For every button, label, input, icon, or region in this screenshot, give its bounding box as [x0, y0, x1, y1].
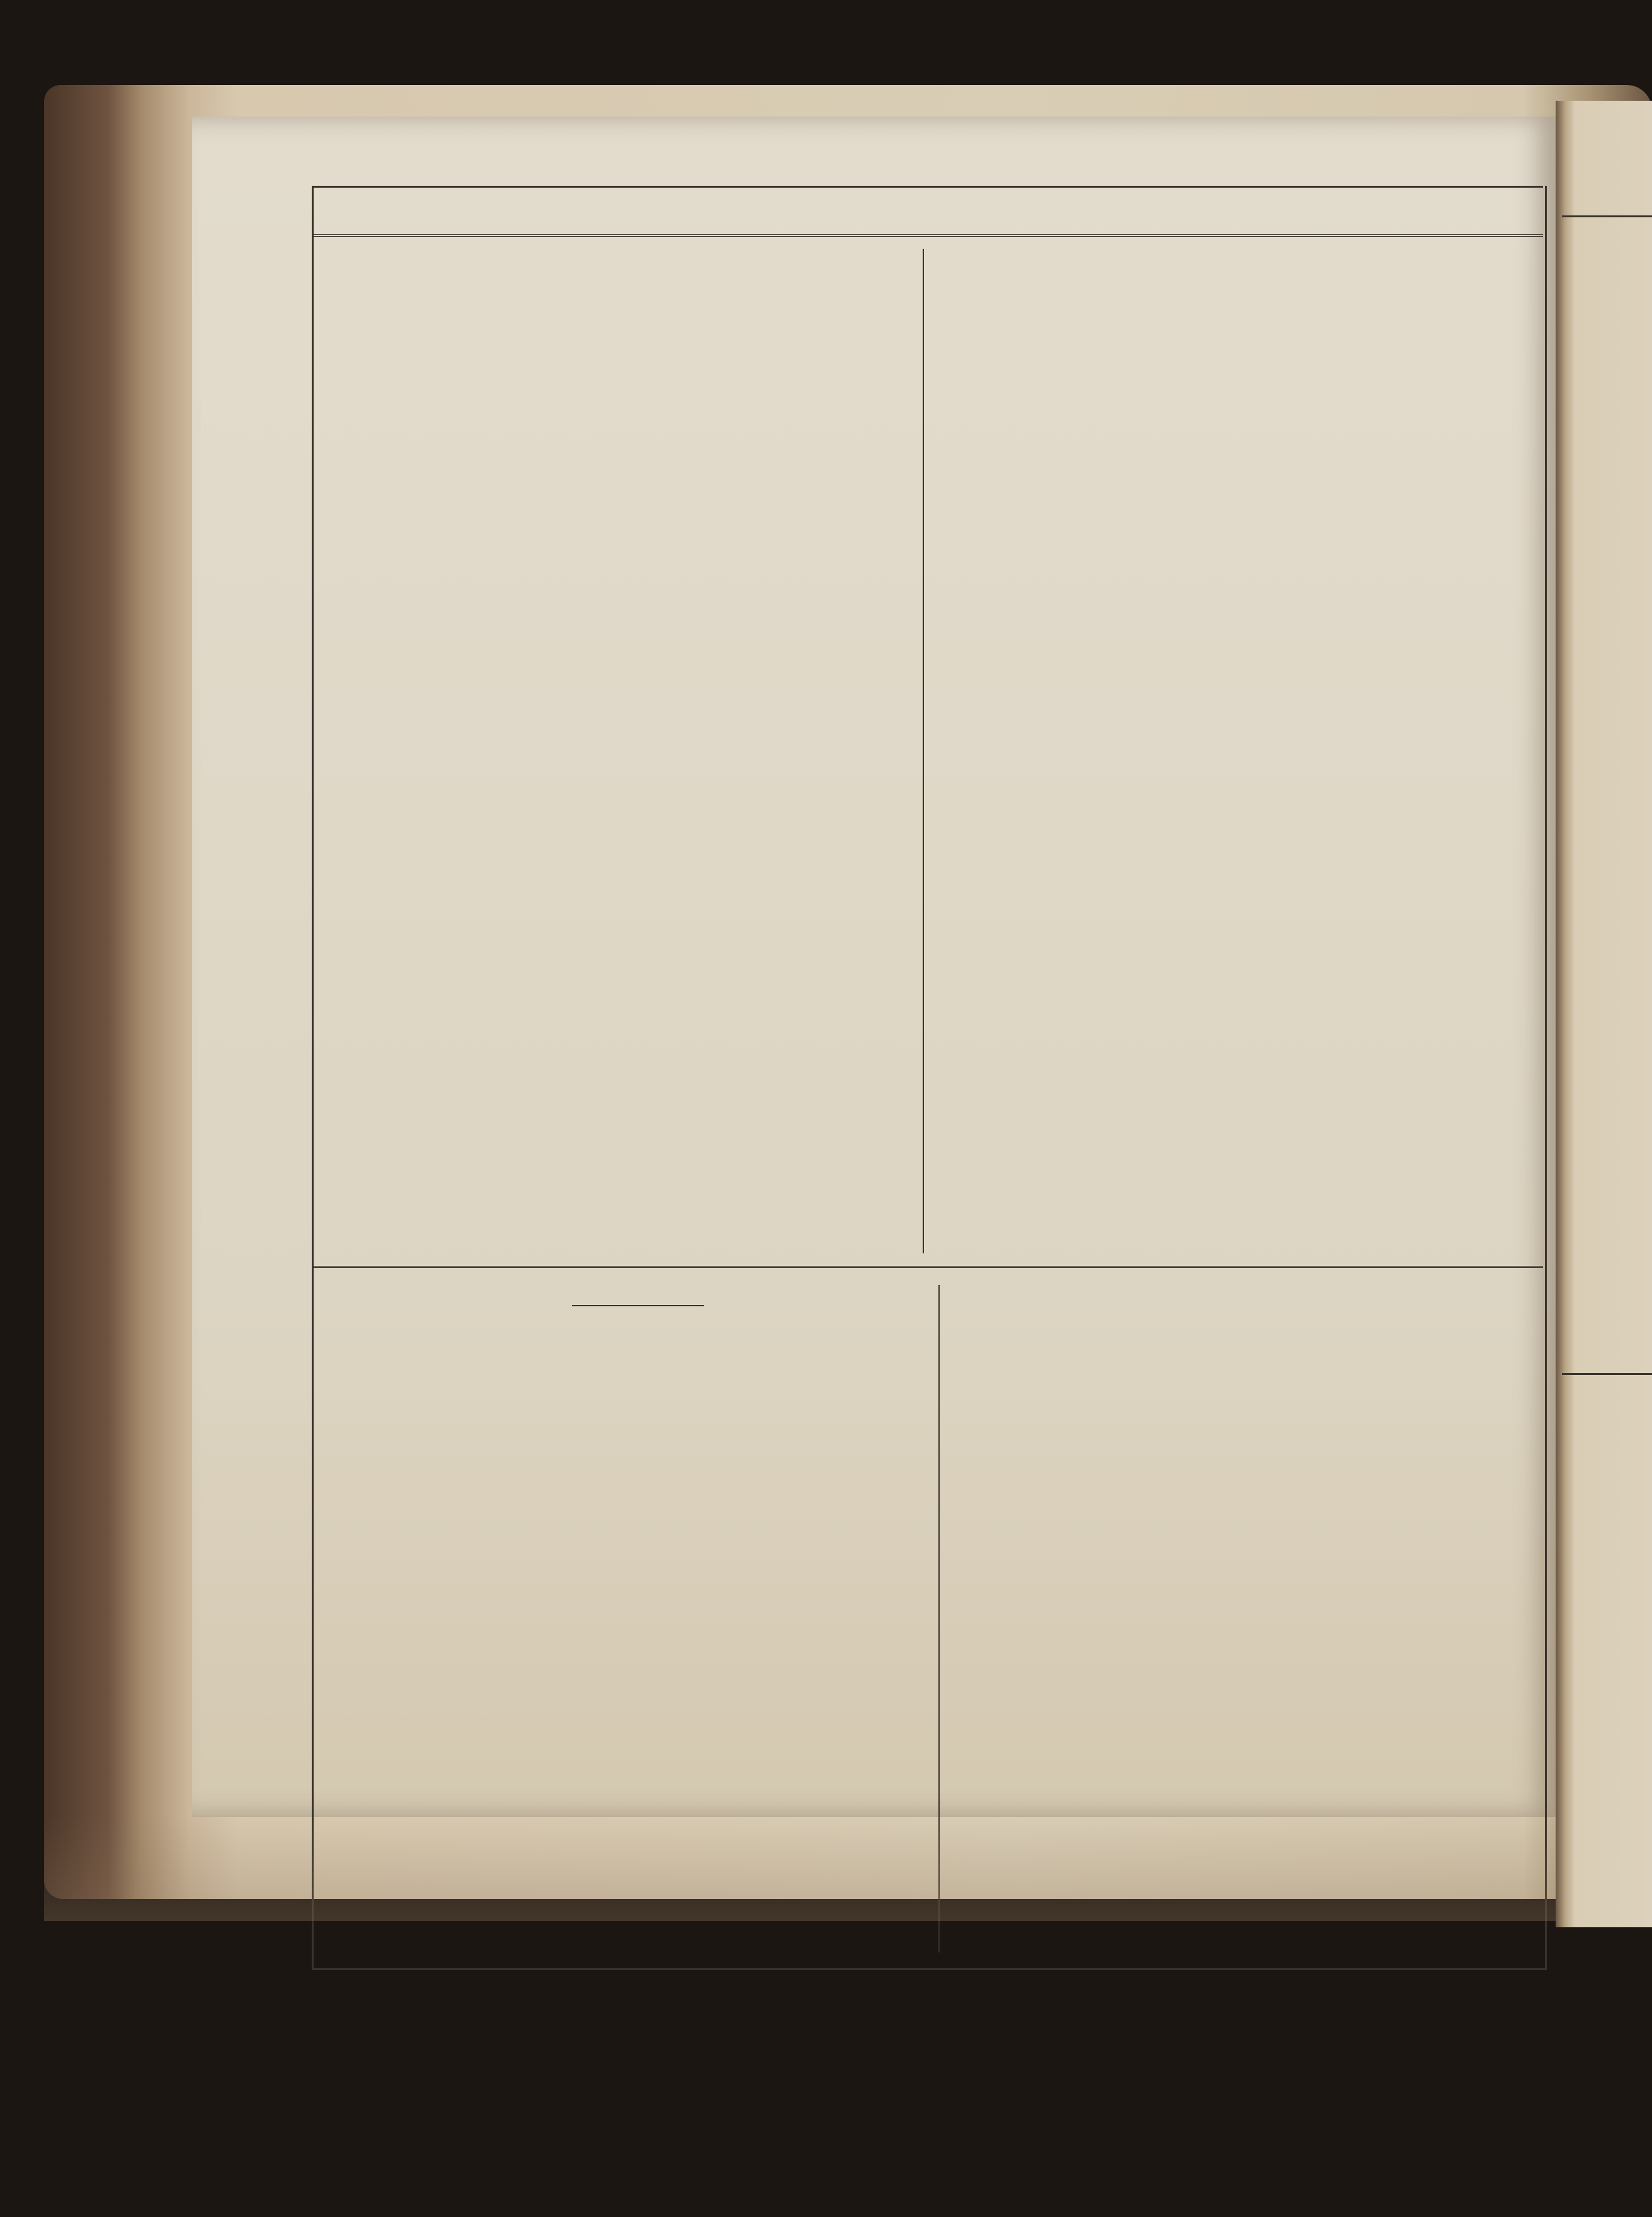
heading-rule: [572, 1305, 704, 1306]
right-page-edge: [1556, 101, 1652, 1927]
page-bottom-shadow: [44, 1814, 1556, 1921]
right-page-mid-rule: [1562, 1373, 1652, 1375]
right-page-rule: [1562, 215, 1652, 217]
article-column-left: [343, 258, 910, 1257]
section-divider: [312, 1266, 1543, 1268]
column-divider-top: [923, 249, 924, 1253]
page-header: [312, 186, 1543, 238]
article-column-right: [938, 258, 1521, 1257]
header-rule: [312, 234, 1543, 237]
